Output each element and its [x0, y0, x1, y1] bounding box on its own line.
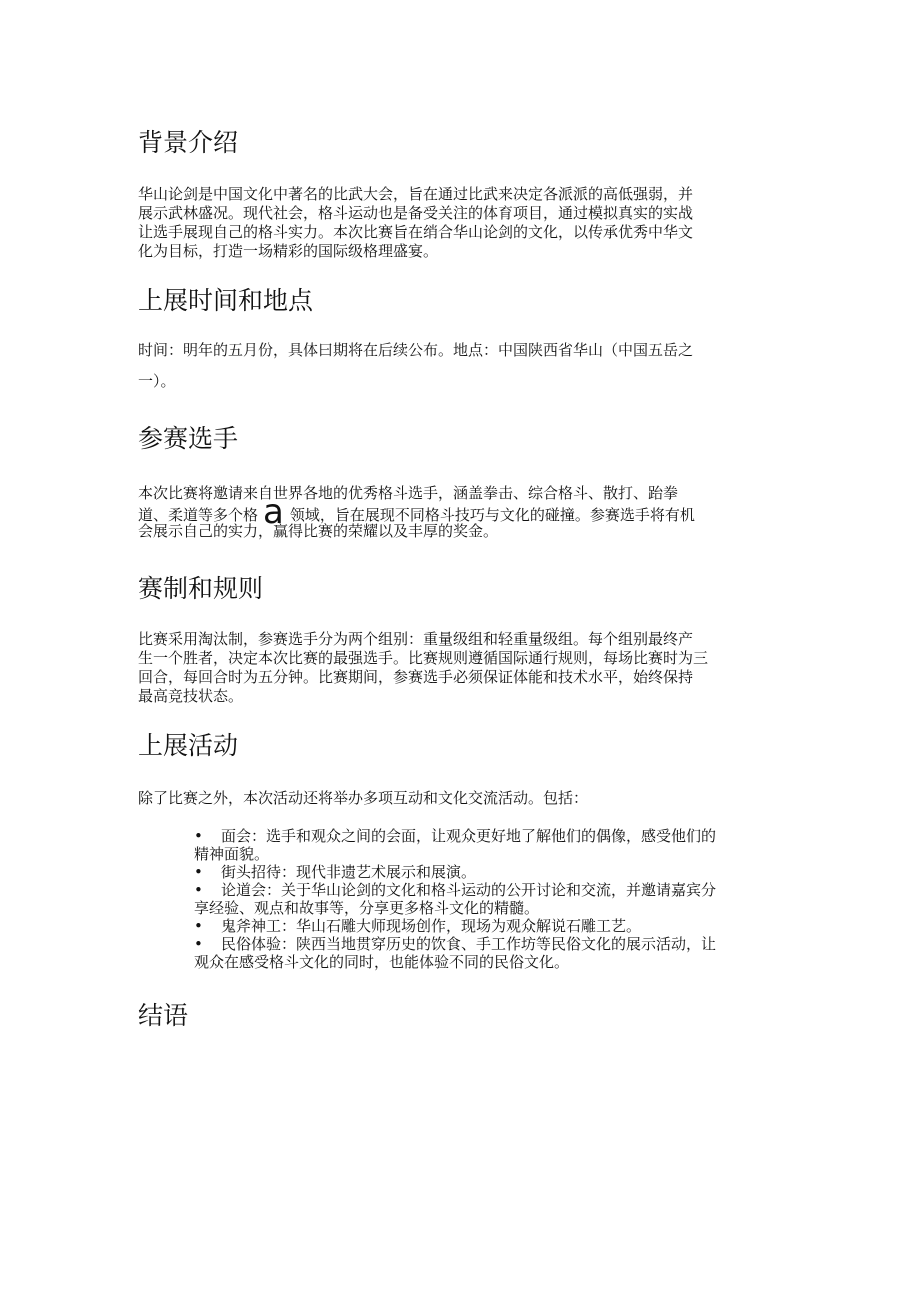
list-item-line: 享经验、观点和故事等，分享更多格斗文化的精髓。	[194, 899, 540, 917]
list-item-text: 面会：选手和观众之间的会面，让观众更好地了解他们的偶像，感受他们的	[221, 827, 717, 845]
list-item	[194, 881, 794, 917]
paragraph-line: 回合，每回合时为五分钟。比赛期间，参赛选手必须保证体能和技术水平，始终保持	[138, 668, 694, 686]
list-item-text: 民俗体验：陕西当地贯穿历史的饮食、手工作坊等民俗文化的展示活动，让	[221, 935, 717, 953]
paragraph-players	[138, 484, 778, 541]
bullet-icon: •	[194, 881, 203, 899]
heading-activities: 上展活动	[138, 731, 239, 760]
list-item-line	[194, 881, 794, 899]
stray-letter-mark: a	[263, 492, 284, 532]
paragraph-line: 最高竞技状态。	[138, 687, 244, 705]
list-item	[194, 863, 794, 881]
paragraph-line: 展示武林盛况。现代社会，格斗运动也是备受关注的体育项目，通过模拟真实的实战	[138, 204, 694, 222]
bullet-icon: •	[194, 863, 203, 881]
paragraph-line: 除了比赛之外，本次活动还将举办多项互动和文化交流活动。包括：	[138, 789, 589, 807]
list-item	[194, 917, 794, 935]
paragraph-activities-intro	[138, 789, 778, 808]
list-item-line: 观众在感受格斗文化的同时，也能体验不同的民俗文化。	[194, 953, 570, 971]
paragraph-rules	[138, 630, 778, 706]
paragraph-line: 化为目标，打造一场精彩的国际级格理盛宴。	[138, 242, 439, 260]
text-fragment: 道、柔道等多个格	[138, 506, 259, 524]
activities-list	[194, 827, 794, 971]
paragraph-line: 本次比赛将邀请来自世界各地的优秀格斗选手，涵盖拳击、综合格斗、散打、跆拳	[138, 484, 679, 502]
list-item-line: 精神面貌。	[194, 845, 270, 863]
paragraph-line: 一）。	[138, 372, 176, 390]
paragraph-line: 会展示自己的实力，赢得比赛的荣耀以及丰厚的奖金。	[138, 522, 499, 540]
paragraph-line: 华山论剑是中国文化中著名的比武大会，旨在通过比武来决定各派派的高低强弱，并	[138, 185, 694, 203]
list-item-line	[194, 863, 794, 881]
paragraph-background	[138, 185, 778, 261]
list-item-line	[194, 827, 794, 845]
heading-rules: 赛制和规则	[138, 574, 264, 603]
list-item-line	[194, 935, 794, 953]
paragraph-line: 让选手展现自己的格斗实力。本次比赛旨在绡合华山论剑的文化，以传承优秀中华文	[138, 223, 694, 241]
text-fragment: 领域，旨在展现不同格斗技巧与文化的碰撞。参赛选手将有机	[289, 506, 695, 524]
list-item-text: 论道会：关于华山论剑的文化和格斗运动的公开讨论和交流，并邀请嘉宾分	[221, 881, 717, 899]
list-item-text: 街头招待：现代非遗艺术展示和展演。	[221, 863, 477, 881]
list-item-text: 鬼斧神工：华山石雕大师现场创作，现场为观众解说石雕工艺。	[221, 917, 642, 935]
heading-time-place: 上展时间和地点	[138, 286, 314, 315]
heading-conclusion: 结语	[138, 1001, 189, 1030]
heading-players: 参赛选手	[138, 424, 239, 453]
list-item-line	[194, 917, 794, 935]
paragraph-line: 比赛采用淘汰制，参赛选手分为两个组别：重量级组和轻重量级组。每个组别最终产	[138, 630, 694, 648]
paragraph-line: 生一个胜者，决定本次比赛的最强选手。比赛规则遵循国际通行规则，每场比赛时为三	[138, 649, 709, 667]
list-item	[194, 935, 794, 971]
bullet-icon: •	[194, 917, 203, 935]
bullet-icon: •	[194, 827, 203, 845]
heading-background: 背景介绍	[138, 128, 239, 157]
paragraph-line: 时间：明年的五月份，具体曰期将在后续公布。地点：中国陕西省华山（中国五岳之	[138, 341, 694, 359]
bullet-icon: •	[194, 935, 203, 953]
list-item	[194, 827, 794, 863]
paragraph-time-place	[138, 341, 778, 391]
